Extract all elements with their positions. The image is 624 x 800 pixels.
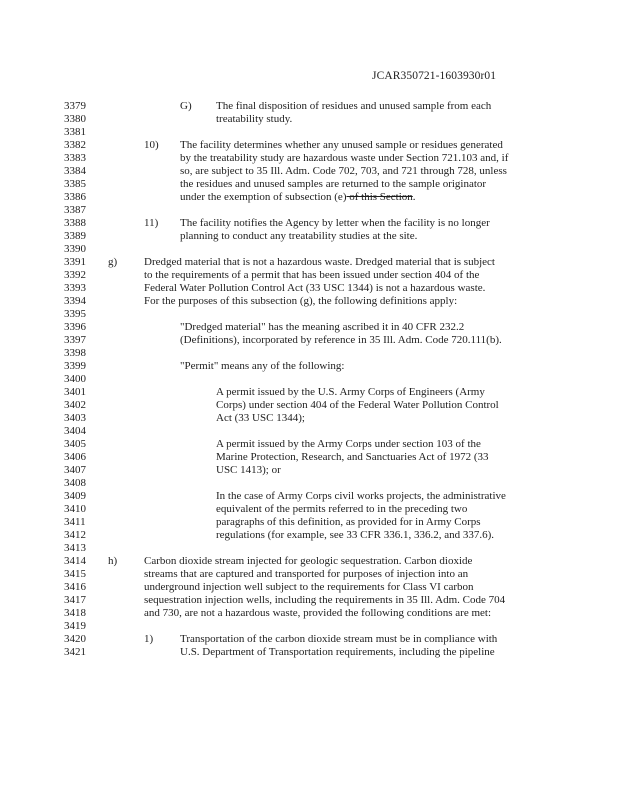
subsection-label: h) — [108, 555, 118, 567]
body-line: sequestration injection wells, including the requirements in 35 Ill. Adm. Code 704 — [144, 594, 506, 606]
body-line: Marine Protection, Research, and Sanctuaries Act of 1972 (33 — [216, 451, 489, 463]
body-line: The facility determines whether any unused sample or residues generated — [180, 139, 503, 151]
line-number: 3380 — [64, 113, 86, 125]
body-line: A permit issued by the Army Corps under section 103 of the — [216, 438, 481, 450]
body-line: planning to conduct any treatability studies at the site. — [180, 230, 418, 242]
body-line: U.S. Department of Transportation requirements, including the pipeline — [180, 646, 495, 658]
line-number: 3398 — [64, 347, 86, 359]
line-number: 3385 — [64, 178, 86, 190]
body-line: Federal Water Pollution Control Act (33 USC 1344) is not a hazardous waste. — [144, 282, 486, 294]
line-number: 3382 — [64, 139, 86, 151]
body-line: treatability study. — [216, 113, 293, 125]
line-number: 3384 — [64, 165, 86, 177]
line-number: 3418 — [64, 607, 86, 619]
line-number: 3396 — [64, 321, 86, 333]
line-number: 3413 — [64, 542, 86, 554]
line-number: 3406 — [64, 451, 86, 463]
line-number: 3420 — [64, 633, 86, 645]
definition-line: "Dredged material" has the meaning ascribed it in 40 CFR 232.2 — [180, 321, 465, 333]
line-number: 3397 — [64, 334, 86, 346]
line-number: 3401 — [64, 386, 86, 398]
line-number: 3379 — [64, 100, 86, 112]
line-number: 3388 — [64, 217, 86, 229]
document-id: JCAR350721-1603930r01 — [372, 70, 497, 82]
item-label: 10) — [144, 139, 159, 151]
body-line: and 730, are not a hazardous waste, provided the following conditions are met: — [144, 607, 492, 619]
line-number: 3410 — [64, 503, 86, 515]
body-line: streams that are captured and transported for purposes of injection into an — [144, 568, 469, 580]
line-number: 3402 — [64, 399, 86, 411]
line-number: 3395 — [64, 308, 86, 320]
line-number: 3415 — [64, 568, 86, 580]
line-number: 3404 — [64, 425, 86, 437]
line-number: 3409 — [64, 490, 86, 502]
body-line: Carbon dioxide stream injected for geologic sequestration. Carbon dioxide — [144, 555, 473, 567]
line-number: 3405 — [64, 438, 86, 450]
line-number: 3417 — [64, 594, 86, 606]
definition-line: "Permit" means any of the following: — [180, 360, 345, 372]
body-line: by the treatability study are hazardous waste under Section 721.103 and, if — [180, 152, 509, 164]
line-number: 3412 — [64, 529, 86, 541]
line-number: 3407 — [64, 464, 86, 476]
line-number: 3414 — [64, 555, 86, 567]
line-number: 3419 — [64, 620, 86, 632]
body-line: For the purposes of this subsection (g), the following definitions apply: — [144, 295, 458, 307]
body-line: paragraphs of this definition, as provided for in Army Corps — [216, 516, 481, 528]
subsection-label: g) — [108, 256, 118, 268]
item-label: 11) — [144, 217, 159, 229]
body-line — [180, 191, 416, 204]
body-line: The facility notifies the Agency by letter when the facility is no longer — [180, 217, 490, 229]
body-line: In the case of Army Corps civil works projects, the administrative — [216, 490, 506, 502]
line-number: 3421 — [64, 646, 86, 658]
line-number: 3387 — [64, 204, 86, 216]
line-number: 3408 — [64, 477, 86, 489]
line-number: 3403 — [64, 412, 86, 424]
line-number: 3393 — [64, 282, 86, 294]
body-line: to the requirements of a permit that has been issued under section 404 of the — [144, 269, 480, 281]
body-line: USC 1413); or — [216, 464, 281, 476]
line-number: 3390 — [64, 243, 86, 255]
text-segment: . — [412, 191, 416, 203]
body-line: equivalent of the permits referred to in the preceding two — [216, 503, 468, 515]
body-line: the residues and unused samples are returned to the sample originator — [180, 178, 487, 190]
text-segment: under the exemption of subsection (e) — [180, 191, 347, 203]
body-line: Transportation of the carbon dioxide stream must be in compliance with — [180, 633, 498, 645]
line-number: 3389 — [64, 230, 86, 242]
item-label: G) — [180, 100, 192, 112]
body-line: A permit issued by the U.S. Army Corps of Engineers (Army — [216, 386, 485, 398]
item-label: 1) — [144, 633, 154, 645]
body-line: Dredged material that is not a hazardous waste. Dredged material that is subject — [144, 256, 495, 268]
definition-line: (Definitions), incorporated by reference in 35 Ill. Adm. Code 720.111(b). — [180, 334, 502, 346]
line-number: 3391 — [64, 256, 86, 268]
line-number: 3416 — [64, 581, 86, 593]
line-number: 3383 — [64, 152, 86, 164]
line-number: 3411 — [64, 516, 86, 528]
line-number: 3392 — [64, 269, 86, 281]
body-line: Corps) under section 404 of the Federal Water Pollution Control — [216, 399, 499, 411]
line-number: 3381 — [64, 126, 86, 138]
line-number: 3399 — [64, 360, 86, 372]
body-line: Act (33 USC 1344); — [216, 412, 305, 424]
body-line: regulations (for example, see 33 CFR 336.1, 336.2, and 337.6). — [216, 529, 495, 541]
body-line: underground injection well subject to the requirements for Class VI carbon — [144, 581, 474, 593]
body-line: The final disposition of residues and unused sample from each — [216, 100, 492, 112]
body-line: so, are subject to 35 Ill. Adm. Code 702, 703, and 721 through 728, unless — [180, 165, 507, 177]
struck-text: of this Section — [346, 191, 413, 203]
line-number: 3394 — [64, 295, 86, 307]
line-number: 3386 — [64, 191, 86, 203]
line-number: 3400 — [64, 373, 86, 385]
